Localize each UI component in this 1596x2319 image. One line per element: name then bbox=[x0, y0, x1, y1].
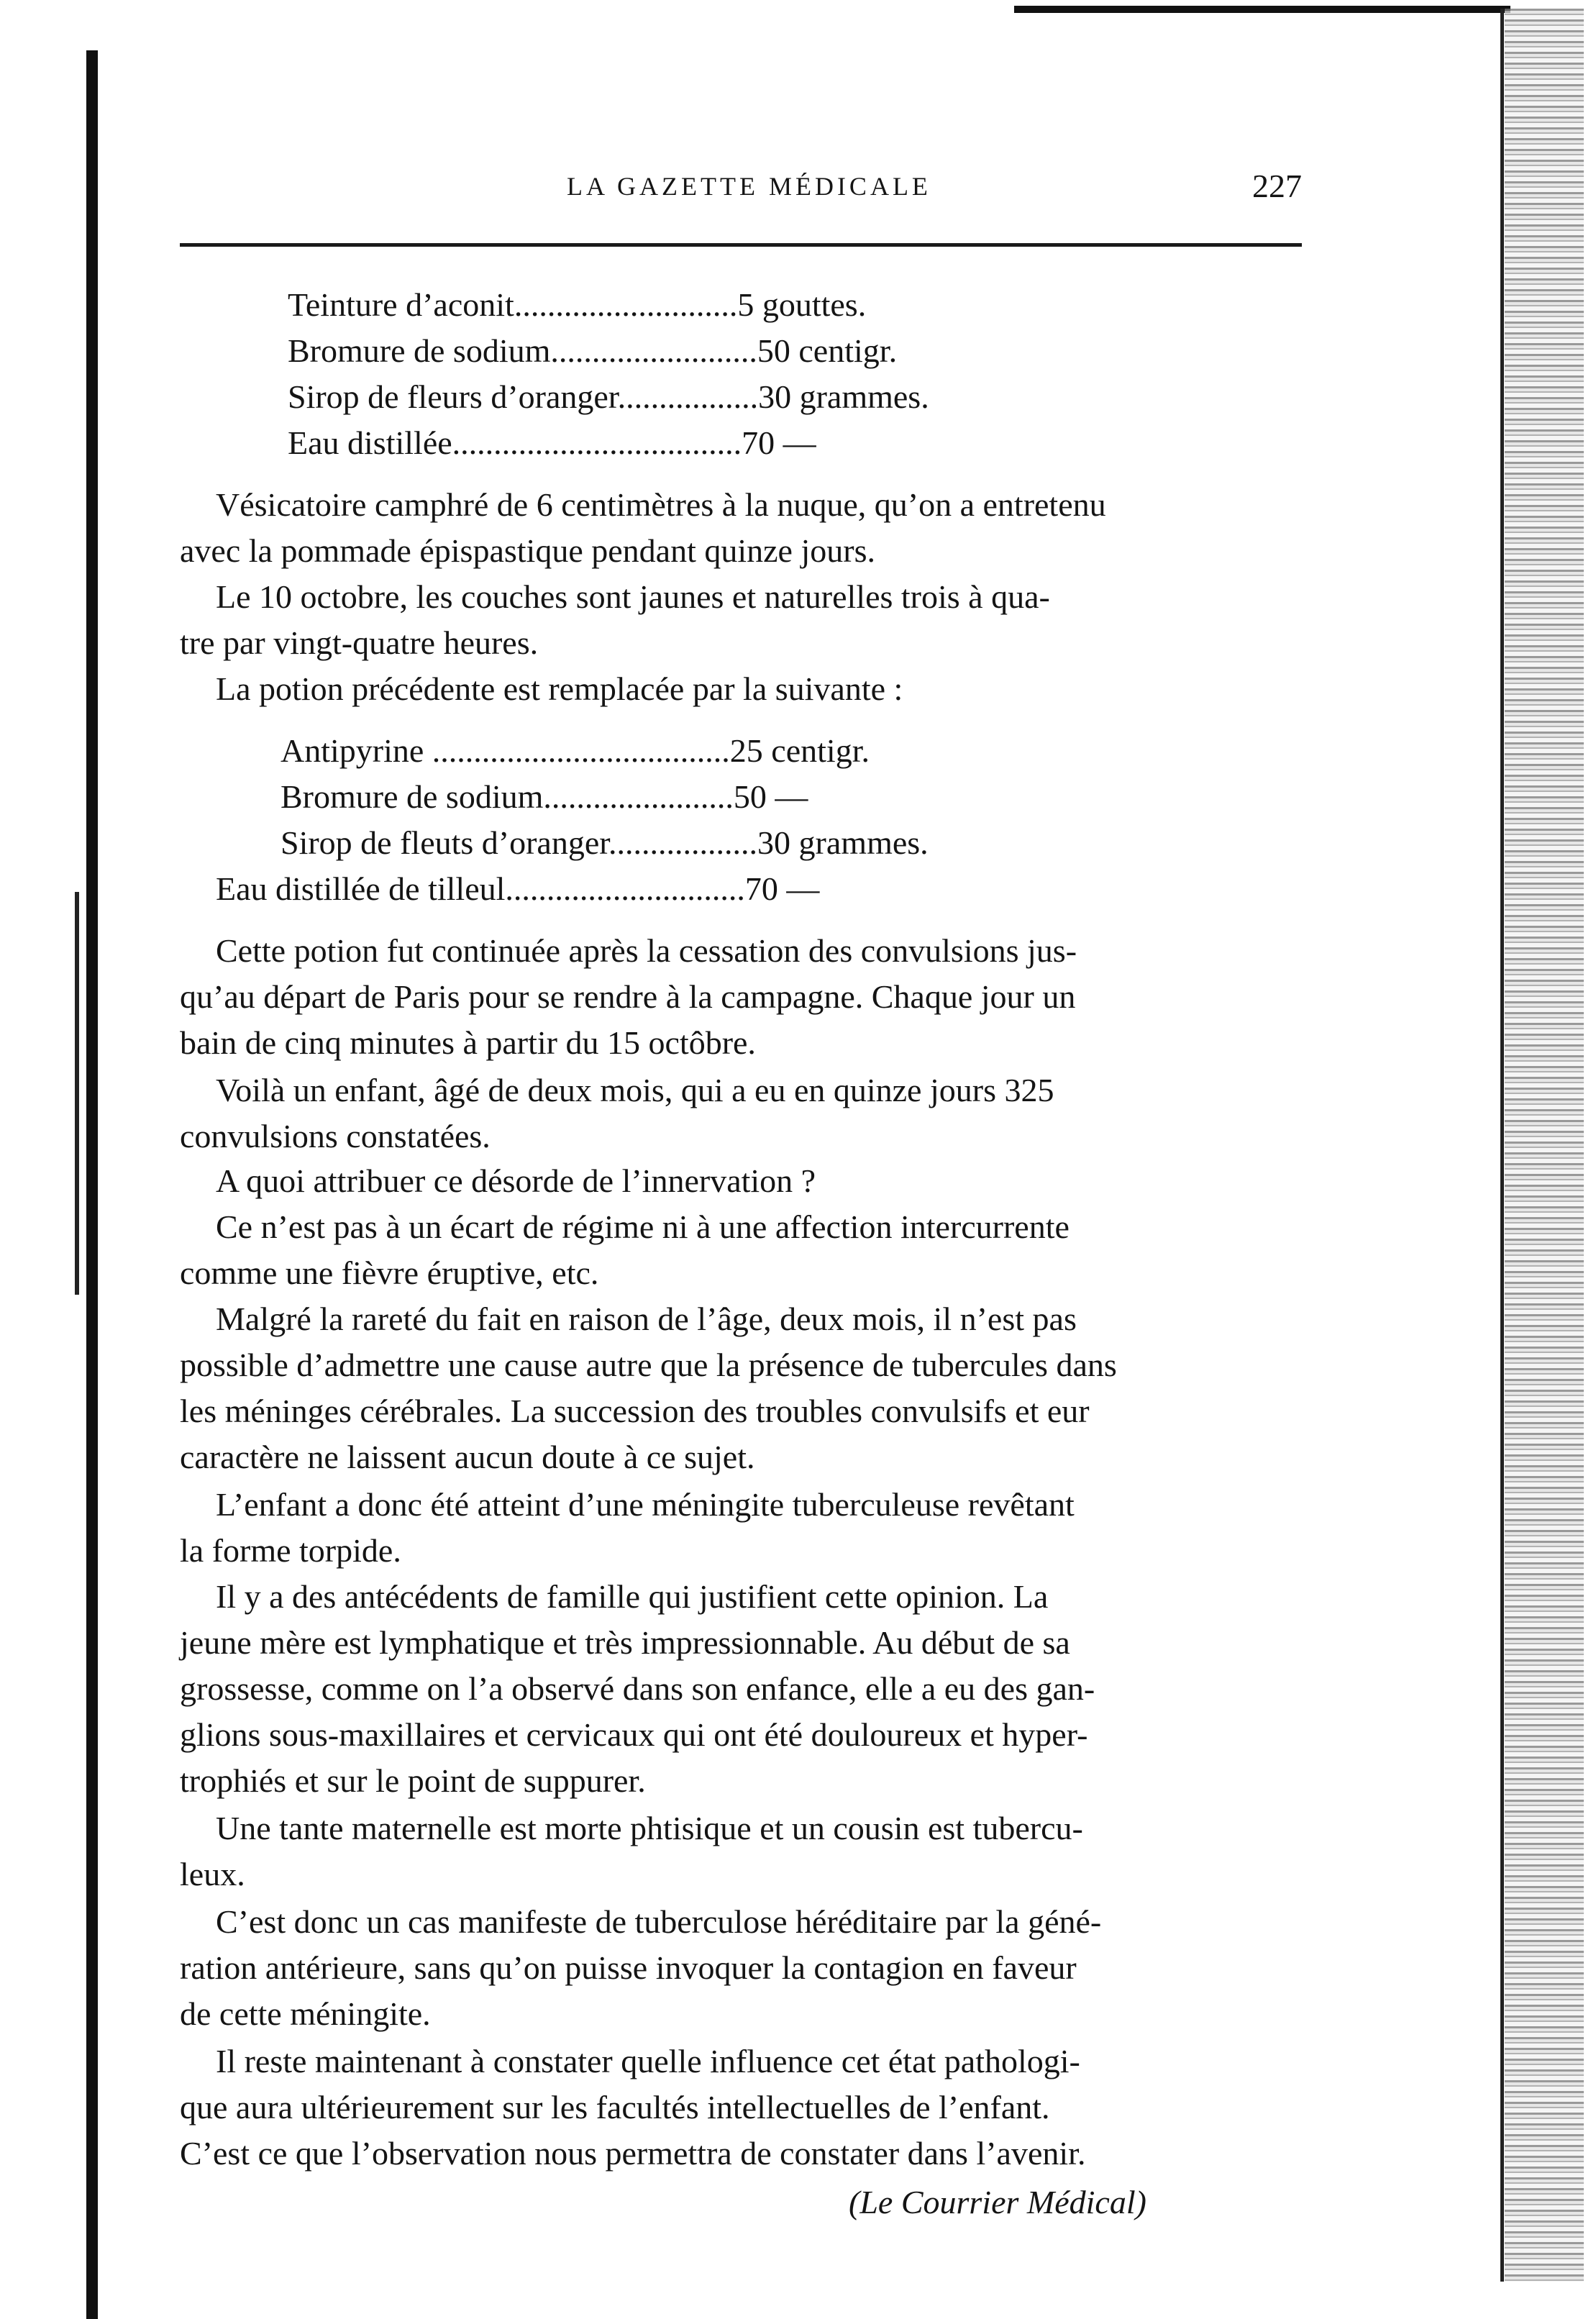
text-line: ration antérieure, sans qu’on puisse invoquer la contagion en faveur bbox=[180, 1949, 1077, 1986]
running-title: LA GAZETTE MÉDICALE bbox=[567, 172, 931, 201]
text-line: leux. bbox=[180, 1856, 245, 1892]
text-line: L’enfant a donc été atteint d’une méningite tuberculeuse revêtant bbox=[216, 1486, 1075, 1523]
prescription-line: Eau distillée...................................70 — bbox=[288, 424, 816, 461]
text-line: C’est donc un cas manifeste de tuberculose héréditaire par la géné- bbox=[216, 1903, 1102, 1940]
scan-edge-left-mark bbox=[75, 892, 79, 1295]
text-line: trophiés et sur le point de suppurer. bbox=[180, 1762, 646, 1799]
text-line: que aura ultérieurement sur les facultés intellectuelles de l’enfant. bbox=[180, 2089, 1050, 2126]
text-line: Il y a des antécédents de famille qui justifient cette opinion. La bbox=[216, 1578, 1049, 1615]
text-line: comme une fièvre éruptive, etc. bbox=[180, 1254, 599, 1291]
text-line: avec la pommade épispastique pendant quinze jours. bbox=[180, 532, 875, 569]
page-number: 227 bbox=[1252, 168, 1302, 204]
text-line: qu’au départ de Paris pour se rendre à la campagne. Chaque jour un bbox=[180, 978, 1076, 1015]
text-line: Cette potion fut continuée après la cessation des convulsions jus- bbox=[216, 932, 1077, 969]
text-line: Ce n’est pas à un écart de régime ni à une affection intercurrente bbox=[216, 1208, 1070, 1245]
prescription-line: Bromure de sodium.......................50 — bbox=[281, 778, 808, 815]
text-line: caractère ne laissent aucun doute à ce sujet. bbox=[180, 1439, 755, 1475]
source-signature: (Le Courrier Médical) bbox=[849, 2184, 1146, 2220]
text-line: de cette méningite. bbox=[180, 1995, 431, 2032]
text-line: bain de cinq minutes à partir du 15 octôbre. bbox=[180, 1024, 756, 1061]
text-line: La potion précédente est remplacée par la suivante : bbox=[216, 670, 903, 707]
scan-edge-top bbox=[1014, 6, 1510, 13]
prescription-line: Antipyrine ....................................25 centigr. bbox=[281, 732, 870, 769]
text-line: Malgré la rareté du fait en raison de l’âge, deux mois, il n’est pas bbox=[216, 1300, 1077, 1337]
text-line: glions sous-maxillaires et cervicaux qui ont été douloureux et hyper- bbox=[180, 1716, 1088, 1753]
text-line: Une tante maternelle est morte phtisique et un cousin est tubercu- bbox=[216, 1810, 1083, 1846]
text-line: A quoi attribuer ce désorde de l’innervation ? bbox=[216, 1162, 816, 1199]
prescription-line: Sirop de fleurs d’oranger.................30 grammes. bbox=[288, 378, 929, 415]
text-line: possible d’admettre une cause autre que la présence de tubercules dans bbox=[180, 1347, 1117, 1383]
scan-edge-right bbox=[1505, 9, 1584, 2282]
scan-edge-left bbox=[86, 50, 98, 2319]
text-line: Vésicatoire camphré de 6 centimètres à la nuque, qu’on a entretenu bbox=[216, 486, 1106, 523]
page-header bbox=[180, 167, 1302, 217]
text-line: C’est ce que l’observation nous permettra de constater dans l’avenir. bbox=[180, 2135, 1086, 2172]
text-line: Le 10 octobre, les couches sont jaunes et naturelles trois à qua- bbox=[216, 578, 1050, 615]
text-line: jeune mère est lymphatique et très impressionnable. Au début de sa bbox=[180, 1624, 1070, 1661]
prescription-line: Sirop de fleuts d’oranger..................30 grammes. bbox=[281, 824, 929, 861]
text-line: grossesse, comme on l’a observé dans son enfance, elle a eu des gan- bbox=[180, 1670, 1095, 1707]
prescription-line: Teinture d’aconit...........................5 gouttes. bbox=[288, 286, 867, 323]
prescription-line: Eau distillée de tilleul.............................70 — bbox=[216, 870, 820, 907]
prescription-line: Bromure de sodium.........................50 centigr. bbox=[288, 332, 898, 369]
text-line: tre par vingt-quatre heures. bbox=[180, 624, 539, 661]
text-line: Voilà un enfant, âgé de deux mois, qui a eu en quinze jours 325 bbox=[216, 1072, 1054, 1108]
scan-edge-right-line bbox=[1500, 9, 1504, 2282]
text-line: les méninges cérébrales. La succession des troubles convulsifs et eur bbox=[180, 1393, 1090, 1429]
text-line: la forme torpide. bbox=[180, 1532, 401, 1569]
text-line: convulsions constatées. bbox=[180, 1118, 491, 1154]
header-rule bbox=[180, 243, 1302, 247]
text-line: Il reste maintenant à constater quelle influence cet état pathologi- bbox=[216, 2043, 1080, 2079]
